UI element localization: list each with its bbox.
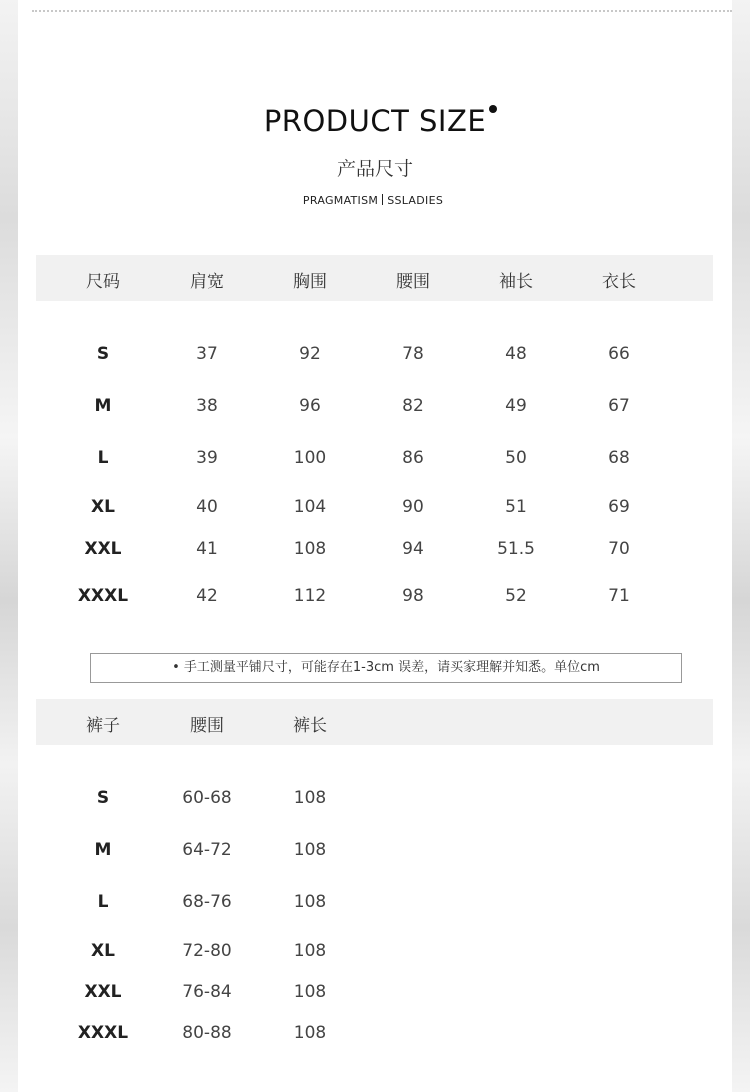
size-table-header-cell: 胸围 (293, 272, 327, 292)
pants-table-value-cell: 76-84 (182, 982, 232, 1002)
pants-table-header-cell: 裤长 (293, 716, 327, 736)
size-table-value-cell: 51.5 (497, 539, 535, 559)
dotted-divider (32, 10, 732, 12)
pants-table-header-cell: 腰围 (190, 716, 224, 736)
size-table-value-cell: 108 (293, 539, 327, 559)
size-table-value-cell: 68 (608, 448, 630, 468)
size-table-value-cell: 50 (505, 448, 527, 468)
measurement-note: • 手工测量平铺尺寸，可能存在1-3cm 误差，请买家理解并知悉。单位cm (90, 653, 682, 683)
size-table-value-cell: 69 (608, 497, 630, 517)
pants-table-size-label: M (94, 840, 112, 860)
page-title: PRODUCT SIZE (263, 104, 487, 138)
pants-table-value-cell: 108 (293, 982, 327, 1002)
title-dot-decoration (489, 105, 497, 113)
pants-table-value-cell: 108 (293, 840, 327, 860)
size-table-value-cell: 70 (608, 539, 630, 559)
pants-table-value-cell: 80-88 (182, 1023, 232, 1043)
size-table-value-cell: 100 (293, 448, 327, 468)
size-table-size-label: L (97, 448, 109, 468)
size-table-value-cell: 37 (196, 344, 218, 364)
pants-table-value-cell: 60-68 (182, 788, 232, 808)
size-table-value-cell: 67 (608, 396, 630, 416)
tagline-separator (382, 194, 383, 205)
size-table-header-cell: 衣长 (602, 272, 636, 292)
size-table-value-cell: 92 (299, 344, 321, 364)
size-table-value-cell: 78 (402, 344, 424, 364)
size-table-value-cell: 40 (196, 497, 218, 517)
size-table-size-label: XXL (84, 539, 122, 559)
pants-table-size-label: S (96, 788, 110, 808)
pants-table-header-cell: 裤子 (86, 716, 120, 736)
size-table-size-label: XXXL (77, 586, 129, 606)
size-table-size-label: XL (91, 497, 115, 517)
size-table-header-cell: 袖长 (499, 272, 533, 292)
size-table-value-cell: 98 (402, 586, 424, 606)
pants-table-size-label: XXL (84, 982, 122, 1002)
size-table-value-cell: 52 (505, 586, 527, 606)
size-table-header-cell: 尺码 (86, 272, 120, 292)
size-table-value-cell: 82 (402, 396, 424, 416)
pants-table-size-label: XXXL (77, 1023, 129, 1043)
size-table-size-label: S (96, 344, 110, 364)
pants-table-value-cell: 72-80 (182, 941, 232, 961)
size-table-value-cell: 86 (402, 448, 424, 468)
size-table-value-cell: 51 (505, 497, 527, 517)
tagline-left: PRAGMATISM (302, 194, 379, 207)
page-subtitle: 产品尺寸 (336, 158, 413, 180)
brand-tagline (0, 194, 746, 207)
tagline-right: SSLADIES (387, 194, 444, 207)
size-table-value-cell: 96 (299, 396, 321, 416)
pants-table-value-cell: 68-76 (182, 892, 232, 912)
size-table-value-cell: 71 (608, 586, 630, 606)
pants-table-size-label: XL (91, 941, 115, 961)
size-table-value-cell: 38 (196, 396, 218, 416)
size-table-header-cell: 腰围 (396, 272, 430, 292)
size-table-size-label: M (94, 396, 112, 416)
pants-table-value-cell: 108 (293, 941, 327, 961)
size-table-value-cell: 66 (608, 344, 630, 364)
pants-table-value-cell: 108 (293, 788, 327, 808)
size-table-value-cell: 94 (402, 539, 424, 559)
size-table-value-cell: 48 (505, 344, 527, 364)
pants-table-value-cell: 108 (293, 892, 327, 912)
size-table-value-cell: 42 (196, 586, 218, 606)
size-table-value-cell: 112 (293, 586, 327, 606)
size-table-value-cell: 49 (505, 396, 527, 416)
pants-table-size-label: L (97, 892, 109, 912)
size-table-header-cell: 肩宽 (190, 272, 224, 292)
size-table-value-cell: 90 (402, 497, 424, 517)
size-table-value-cell: 39 (196, 448, 218, 468)
pants-table-value-cell: 64-72 (182, 840, 232, 860)
size-table-value-cell: 41 (196, 539, 218, 559)
size-table-value-cell: 104 (293, 497, 327, 517)
pants-table-value-cell: 108 (293, 1023, 327, 1043)
